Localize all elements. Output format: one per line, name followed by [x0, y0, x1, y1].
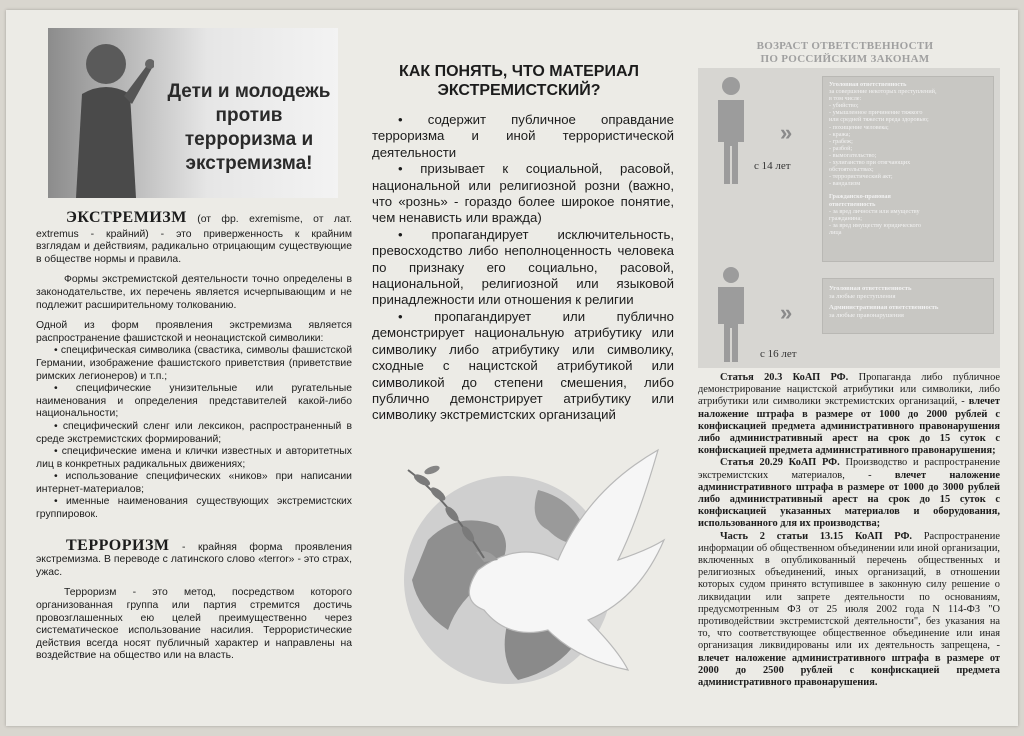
person-14-icon: [714, 76, 748, 186]
dove-globe-illustration: [388, 430, 668, 700]
law-20-29: Статья 20.29 КоАП РФ. Производство и распространение экстремистских материалов, - влечет наложение административного штрафа в размере от 1000 до 3000 рублей либо административный арест на срок до 15 суток с конфискацией указанных материалов и оборудования, использованного для их производства;: [698, 457, 1000, 530]
banner-title: Дети и молодежь против терроризма и экстремизма!: [167, 81, 331, 174]
terrorism-definition-line1: ТЕРРОРИЗМ - крайняя форма проявления: [66, 536, 352, 554]
law-13-15: Часть 2 статьи 13.15 КоАП РФ. Распространение информации об общественном объединении или иной организации, включенных в опубликованный перечень общественных и религиозных объединений, иных организаций, в отношении которых судом принято вступившее в законную силу решение о ликвидации или запрете деятельности по основаниям, предусмотренным ФЗ от 25 июля 2002 года N 114-ФЗ "О противодействии экстремистской деятельности", без указания на то, что соответствующее общественное объединение или иная организация ликвидированы или их деятельность запрещена, - влечет наложение административного штрафа в размере от 2000 до 2500 рублей с конфискацией предмета административного правонарушения.: [698, 530, 1000, 689]
extremism-definition-rest: взглядам и действиям, радикально отрицающим существующие в обществе нормы и правила.: [36, 241, 352, 265]
brochure-sheet: [6, 10, 1018, 726]
extremism-definition-line1: ЭКСТРЕМИЗМ (от фр. exremisme, от лат.: [66, 209, 353, 226]
middle-column: [364, 10, 684, 726]
age-16-label: с 16 лет: [760, 348, 797, 360]
list-item: • именные наименования существующих экстремистских группировок.: [36, 496, 352, 521]
full-responsibility-box: Уголовная ответственность за любые преступления Административная ответственность за любые правонарушения: [822, 278, 994, 334]
list-item: • специфические унизительные или ругательные наименования и определения представителей какой-либо национальности;: [36, 383, 352, 420]
criminal-responsibility-box: Уголовная ответственность за совершение некоторых преступлений, в том числе: - убийство; - умышленное причинение тяжкого или средней тяжести вреда здоровью; - похищение человека; - кража; - грабеж; - разбой; - вымогательство; - хулиганство при отягчающих обстоятельствах; - террористический акт; - вандализм Гражданско-правовая ответственность - за вред личности или имуществу гражданина; - за вред имуществу юридического лица: [822, 76, 994, 262]
list-item: • призывает к социальной, расовой, национальной или религиозной розни (важно, что «рознь» - гораздо более широкое понятие, чем ненависть или вражда): [372, 161, 674, 226]
banner-image: [48, 28, 338, 198]
arrow-icon: »: [780, 120, 793, 145]
terrorism-paragraph: Терроризм - это метод, посредством которого организованная группа или партия стремится достичь провозглашенных ею целей преимущественно через систематическое использование насилия. Террористические действия всегда носят публичный характер и направлены на воздействие на общество или на власть.: [36, 587, 352, 662]
child-silhouette-icon: [62, 34, 154, 198]
age-14-label: с 14 лет: [754, 160, 791, 172]
arrow-icon: »: [780, 300, 793, 325]
question-title-line2: ЭКСТРЕМИСТСКИЙ?: [437, 82, 601, 99]
law-20-3: Статья 20.3 КоАП РФ. Пропаганда либо публичное демонстрирование нацистской атрибутики или символики, либо атрибутики или символики экстремистских организаций, - влечет наложение штрафа в размере от 1000 до 2000 рублей с конфискацией предмета административного правонарушения либо административный арест на срок до 15 суток с конфискацией предмета административного правонарушения;: [698, 372, 1000, 457]
list-item: • специфические имена и клички известных и авторитетных лиц в конкретных радикальных движениях;: [36, 446, 352, 470]
one-form-paragraph: Одной из форм проявления экстремизма является распространение фашистской и неонацистской символики:: [36, 320, 352, 344]
extremism-term: ЭКСТРЕМИЗМ: [66, 209, 187, 226]
age-responsibility-title: ВОЗРАСТ ОТВЕТСТВЕННОСТИ ПО РОССИЙСКИМ ЗАКОНАМ: [756, 40, 934, 65]
list-item: • использование специфических «ников» при написании интернет-материалов;: [36, 471, 352, 495]
question-title-line1: КАК ПОНЯТЬ, ЧТО МАТЕРИАЛ: [399, 63, 639, 80]
list-item: • специфический сленг или лексикон, распространенный в среде экстремистских формирований;: [36, 420, 352, 445]
terrorism-term: ТЕРРОРИЗМ: [66, 536, 170, 554]
list-item: • специфическая символика (свастика, символы фашистской Германии, изображение фашистского приветствия (приветствие римских легионеров) и т.п.;: [36, 345, 352, 382]
person-16-icon: [714, 266, 748, 364]
right-column: [692, 10, 1010, 726]
list-item: • содержит публичное оправдание терроризма и иной террористической деятельности: [372, 112, 674, 160]
forms-paragraph: Формы экстремистской деятельности точно определены в законодательстве, их перечень является исчерпывающим и не подлежит расширительному толкованию.: [36, 274, 352, 311]
list-item: • пропагандирует или публично демонстрирует национальную атрибутику или символику либо атрибутику или символику, сходные с нацистской атрибутикой или символикой до степени смешения, либо публично демонстрирует атрибутику или символику экстремистских организаций: [372, 308, 674, 423]
age-responsibility-panel: [698, 68, 1000, 368]
list-item: • пропагандирует исключительность, превосходство либо неполноценность человека по признаку его социально, расовой, национальной, религиозной или языковой принадлежности или отношения к религии: [372, 226, 674, 308]
left-column: [34, 10, 352, 726]
extremism-definition-line2: extremus - крайний) - это приверженность к крайним: [36, 228, 352, 240]
terrorism-definition-rest: экстремизма. В переводе с латинского слово «terror» - это страх, ужас.: [36, 554, 352, 578]
